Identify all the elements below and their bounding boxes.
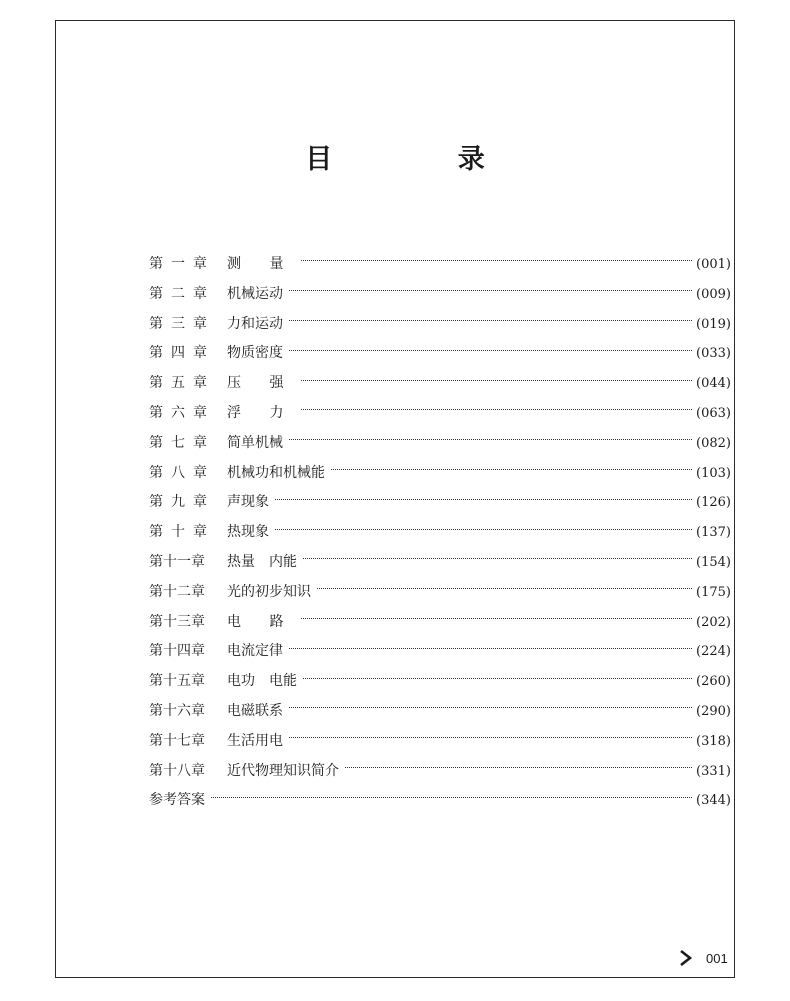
chapter-number: 第一章 [149,256,215,272]
toc-entry[interactable] [149,250,731,280]
dot-leader [317,588,692,589]
dot-leader [301,409,692,410]
chapter-number: 第二章 [149,285,215,302]
chapter-number: 第十七章 [149,732,205,749]
chapter-number: 第十六章 [149,702,205,719]
chapter-number: 第三章 [149,315,215,332]
dot-leader [289,707,692,708]
chapter-title: 生活用电 [227,732,283,749]
page-reference: (001) [696,257,731,272]
toc-entry[interactable] [149,697,731,727]
page-reference: (154) [696,554,731,570]
chapter-number: 第六章 [149,404,215,421]
page-footer [678,949,728,967]
dot-leader [303,678,692,679]
page-reference: (063) [696,405,731,421]
page-reference: (331) [696,763,731,779]
toc-list [149,250,731,816]
toc-entry[interactable] [149,339,731,369]
toc-entry[interactable] [149,637,731,667]
page-reference: (126) [696,495,731,511]
chapter-title: 简单机械 [227,434,283,451]
toc-entry[interactable] [149,757,731,787]
page-title: 目 录 [305,144,543,175]
dot-leader [275,499,692,500]
toc-entry[interactable] [149,608,731,638]
dot-leader [289,737,692,738]
toc-entry[interactable] [149,667,731,697]
page-reference: (033) [696,346,731,362]
dot-leader [331,469,692,470]
page-number: 001 [706,950,728,966]
chapter-number: 第七章 [149,434,215,451]
chapter-number: 第四章 [149,345,215,362]
dot-leader [289,439,692,440]
chapter-title: 热现象 [227,524,269,541]
chapter-number: 第十三章 [149,613,205,630]
page-reference: (224) [696,644,731,660]
page-reference: (260) [696,674,731,690]
chapter-title: 电磁联系 [227,702,283,719]
chapter-title: 电流定律 [227,643,283,660]
chapter-title: 机械功和机械能 [227,464,325,481]
chapter-title: 电功 电能 [227,673,297,690]
page-frame [55,20,735,978]
toc-entry[interactable] [149,459,731,489]
dot-leader [211,797,692,798]
chapter-number: 第八章 [149,464,215,481]
dot-leader [289,648,692,649]
page-reference: (082) [696,435,731,451]
page-reference: (103) [696,465,731,481]
toc-entry[interactable] [149,578,731,608]
chapter-number: 第十一章 [149,553,205,570]
toc-entry[interactable] [149,786,731,816]
page-reference: (175) [696,584,731,600]
toc-entry[interactable] [149,399,731,429]
chapter-title: 压 强 [227,375,296,392]
chapter-title: 近代物理知识简介 [227,762,339,779]
chapter-number: 第十章 [149,524,215,541]
page-reference: (290) [696,703,731,719]
chapter-number: 第五章 [149,375,215,392]
appendix-label: 参考答案 [149,792,205,809]
dot-leader [301,380,692,381]
chapter-title: 热量 内能 [227,553,297,570]
toc-entry[interactable] [149,310,731,340]
chevron-right-icon [678,949,694,967]
toc-entry[interactable] [149,518,731,548]
toc-entry[interactable] [149,280,731,310]
chapter-number: 第九章 [149,494,215,511]
chapter-number: 第十二章 [149,583,205,600]
chapter-title: 物质密度 [227,345,283,362]
toc-entry[interactable] [149,369,731,399]
toc-entry[interactable] [149,727,731,757]
dot-leader [275,529,692,530]
chapter-title: 浮 力 [227,404,296,421]
chapter-title: 机械运动 [227,285,283,302]
toc-entry[interactable] [149,548,731,578]
chapter-title: 光的初步知识 [227,583,311,600]
chapter-number: 第十八章 [149,762,205,779]
dot-leader [289,350,692,351]
dot-leader [303,558,692,559]
page-reference: (344) [696,793,731,809]
dot-leader [301,260,692,261]
chapter-number: 第十四章 [149,643,205,660]
page-reference: (318) [696,733,731,749]
dot-leader [289,320,692,321]
chapter-title: 电 路 [227,613,296,630]
toc-entry[interactable] [149,488,731,518]
page-reference: (202) [696,614,731,630]
chapter-title: 声现象 [227,494,269,511]
dot-leader [301,618,692,619]
toc-entry[interactable] [149,429,731,459]
chapter-number: 第十五章 [149,673,205,690]
page-reference: (044) [696,376,731,392]
page-reference: (137) [696,525,731,541]
dot-leader [345,767,692,768]
chapter-title: 力和运动 [227,315,283,332]
chapter-title: 测 量 [227,256,296,272]
dot-leader [289,290,692,291]
page-reference: (009) [696,286,731,302]
page-reference: (019) [696,316,731,332]
